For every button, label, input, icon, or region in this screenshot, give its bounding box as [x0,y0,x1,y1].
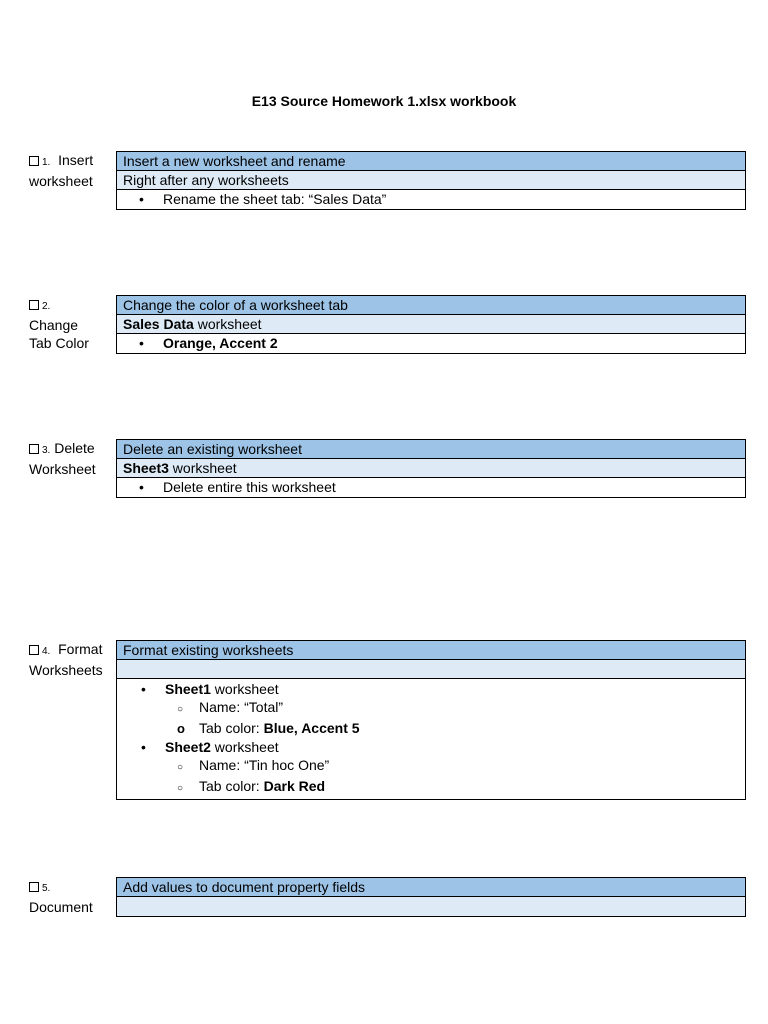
task-header: Format existing worksheets [117,641,745,660]
task-subheader [117,897,745,916]
tab-color-label: Tab color: [199,720,264,736]
circle-bullet-icon: ○ [177,783,184,794]
sub-list-item [117,698,745,719]
tab-color-value: Blue, Accent 5 [263,720,360,736]
task-header: Change the color of a worksheet tab [117,296,745,315]
task-label [29,877,116,916]
task-label-line2: Worksheets [29,662,103,678]
sheet-name: Sheet2 [165,739,211,755]
checkbox-icon[interactable] [29,300,39,310]
sheet-rest: worksheet [210,681,279,697]
task-table [116,877,746,917]
task-header: Add values to document property fields [117,878,745,897]
list-item [117,680,745,698]
task-header: Insert a new worksheet and rename [117,152,745,171]
task-body [117,679,745,799]
task-number: 5. [42,883,51,894]
list-item [117,334,745,353]
circle-bullet-icon: ○ [177,704,184,715]
task-table [116,151,746,210]
sub-rest: worksheet [193,316,262,332]
list-item [117,738,745,756]
task-subheader [117,660,745,679]
task-header: Delete an existing worksheet [117,440,745,459]
task-label-line1: Delete [54,440,95,456]
task-label-line1: Insert [58,152,94,168]
sheet-name: Sheet1 [165,681,211,697]
task-number: 2. [42,301,51,312]
circle-bullet-icon: ○ [177,762,184,773]
checkbox-icon[interactable] [29,645,39,655]
task-label-line1: Change [29,317,79,333]
task-number: 1. [42,157,51,168]
tab-color-label: Tab color: [199,778,264,794]
checkbox-icon[interactable] [29,444,39,454]
sheet-name: Sales Data [123,316,194,332]
list-item [117,190,745,209]
task-label [29,439,116,478]
task-label [29,151,116,190]
sheet-rest: worksheet [210,739,279,755]
task-table [116,640,746,800]
sheet-name: Sheet3 [123,460,169,476]
task-subheader [117,459,745,478]
task-label [29,295,116,352]
bullet-icon: • [139,479,144,495]
task-subheader [117,315,745,334]
tab-color-value: Dark Red [263,778,326,794]
bullet-icon: • [139,335,144,351]
checkbox-icon[interactable] [29,156,39,166]
list-item-text: Rename the sheet tab: “Sales Data” [163,191,387,207]
task-label-line1: Format [58,641,103,657]
task-subheader: Right after any worksheets [117,171,745,190]
circle-bullet-icon: o [177,721,185,736]
sheet-new-name: Name: “Total” [199,699,284,715]
sheet-new-name: Name: “Tin hoc One” [199,757,330,773]
sub-list-item [117,756,745,777]
checkbox-icon[interactable] [29,882,39,892]
list-item-text: Delete entire this worksheet [163,479,336,495]
task-label-line2: Worksheet [29,461,96,477]
task-table [116,295,746,354]
task-label [29,640,116,679]
task-number: 3. [42,445,51,456]
sub-list-item [117,777,745,799]
task-label-line2: worksheet [29,173,93,189]
sub-list-item [117,719,745,738]
task-number: 4. [42,646,51,657]
task-table [116,439,746,498]
list-item-text: Orange, Accent 2 [163,335,278,351]
bullet-icon: • [141,739,146,755]
bullet-icon: • [141,681,146,697]
task-label-line2: Document [29,899,93,915]
bullet-icon: • [139,191,144,207]
document-title: E13 Source Homework 1.xlsx workbook [251,93,517,109]
list-item [117,478,745,497]
sub-rest: worksheet [168,460,237,476]
task-label-line2: Tab Color [29,335,89,351]
